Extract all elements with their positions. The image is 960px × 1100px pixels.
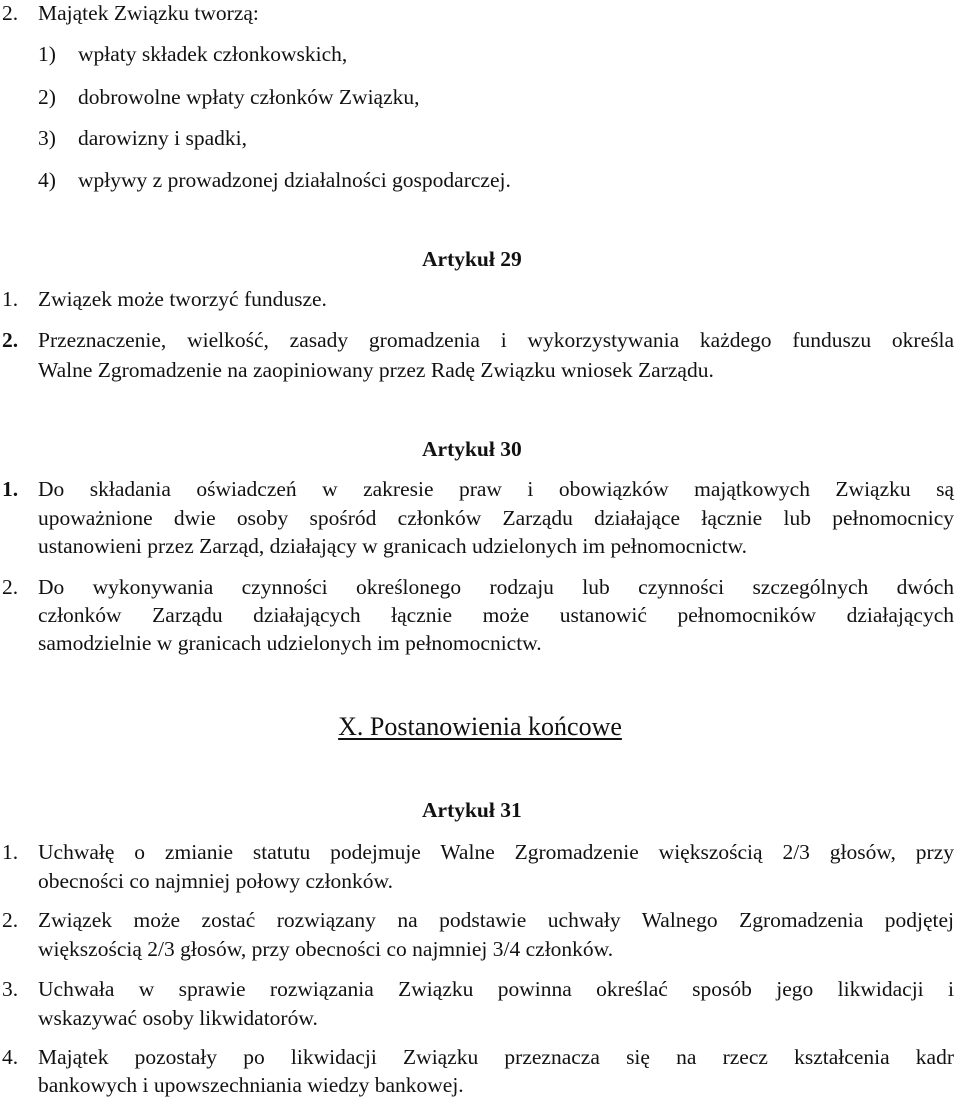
list-item-number: 3) (38, 126, 56, 150)
paragraph-number: 1. (2, 477, 19, 501)
paragraph-number: 2. (2, 328, 19, 352)
list-item: wpłaty składek członkowskich, (78, 42, 348, 66)
paragraph-text: upoważnione dwie osoby spośród członków Zarządu działające łącznie lub pełnomocnicy (38, 506, 954, 530)
article-heading: Artykuł 29 (422, 247, 522, 271)
paragraph-text: członków Zarządu działających łącznie może ustanowić pełnomocników działających (38, 603, 954, 627)
list-item: wpływy z prowadzonej działalności gospodarczej. (78, 168, 511, 192)
paragraph-number: 2. (2, 575, 19, 599)
paragraph-text: Uchwałę o zmianie statutu podejmuje Walne Zgromadzenie większością 2/3 głosów, przy (38, 840, 954, 864)
list-item: darowizny i spadki, (78, 126, 247, 150)
list-item-number: 1) (38, 42, 56, 66)
paragraph-text: samodzielnie w granicach udzielonych im pełnomocnictw. (38, 631, 542, 655)
paragraph-text: bankowych i upowszechniania wiedzy bankowej. (38, 1073, 464, 1097)
list-item-number: 4) (38, 168, 56, 192)
paragraph-text: wskazywać osoby likwidatorów. (38, 1006, 318, 1030)
paragraph-text: Związek może zostać rozwiązany na podstawie uchwały Walnego Zgromadzenia podjętej (38, 908, 954, 932)
paragraph-number: 4. (2, 1045, 19, 1069)
paragraph-text: Majątek Związku tworzą: (38, 1, 259, 25)
paragraph-number: 2. (2, 908, 19, 932)
article-heading: Artykuł 30 (422, 437, 522, 461)
paragraph-text: Do wykonywania czynności określonego rodzaju lub czynności szczególnych dwóch (38, 575, 954, 599)
paragraph-number: 1. (2, 287, 19, 311)
paragraph-number: 3. (2, 977, 19, 1001)
paragraph-text: Związek może tworzyć fundusze. (38, 287, 327, 311)
paragraph-text: Walne Zgromadzenie na zaopiniowany przez Radę Związku wniosek Zarządu. (38, 358, 714, 382)
section-title: X. Postanowienia końcowe (338, 712, 622, 741)
paragraph-text: Uchwała w sprawie rozwiązania Związku powinna określać sposób jego likwidacji i (38, 977, 954, 1001)
paragraph-text: obecności co najmniej połowy członków. (38, 869, 394, 893)
paragraph-text: ustanowieni przez Zarząd, działający w granicach udzielonych im pełnomocnictw. (38, 534, 747, 558)
paragraph-text: Majątek pozostały po likwidacji Związku przeznacza się na rzecz kształcenia kadr (38, 1045, 954, 1069)
article-heading: Artykuł 31 (422, 798, 522, 822)
paragraph-text: większością 2/3 głosów, przy obecności co najmniej 3/4 członków. (38, 937, 614, 961)
paragraph-number: 2. (2, 1, 19, 25)
list-item: dobrowolne wpłaty członków Związku, (78, 85, 420, 109)
paragraph-number: 1. (2, 840, 19, 864)
paragraph-text: Przeznaczenie, wielkość, zasady gromadzenia i wykorzystywania każdego funduszu określa (38, 328, 954, 352)
list-item-number: 2) (38, 85, 56, 109)
paragraph-text: Do składania oświadczeń w zakresie praw i obowiązków majątkowych Związku są (38, 477, 954, 501)
